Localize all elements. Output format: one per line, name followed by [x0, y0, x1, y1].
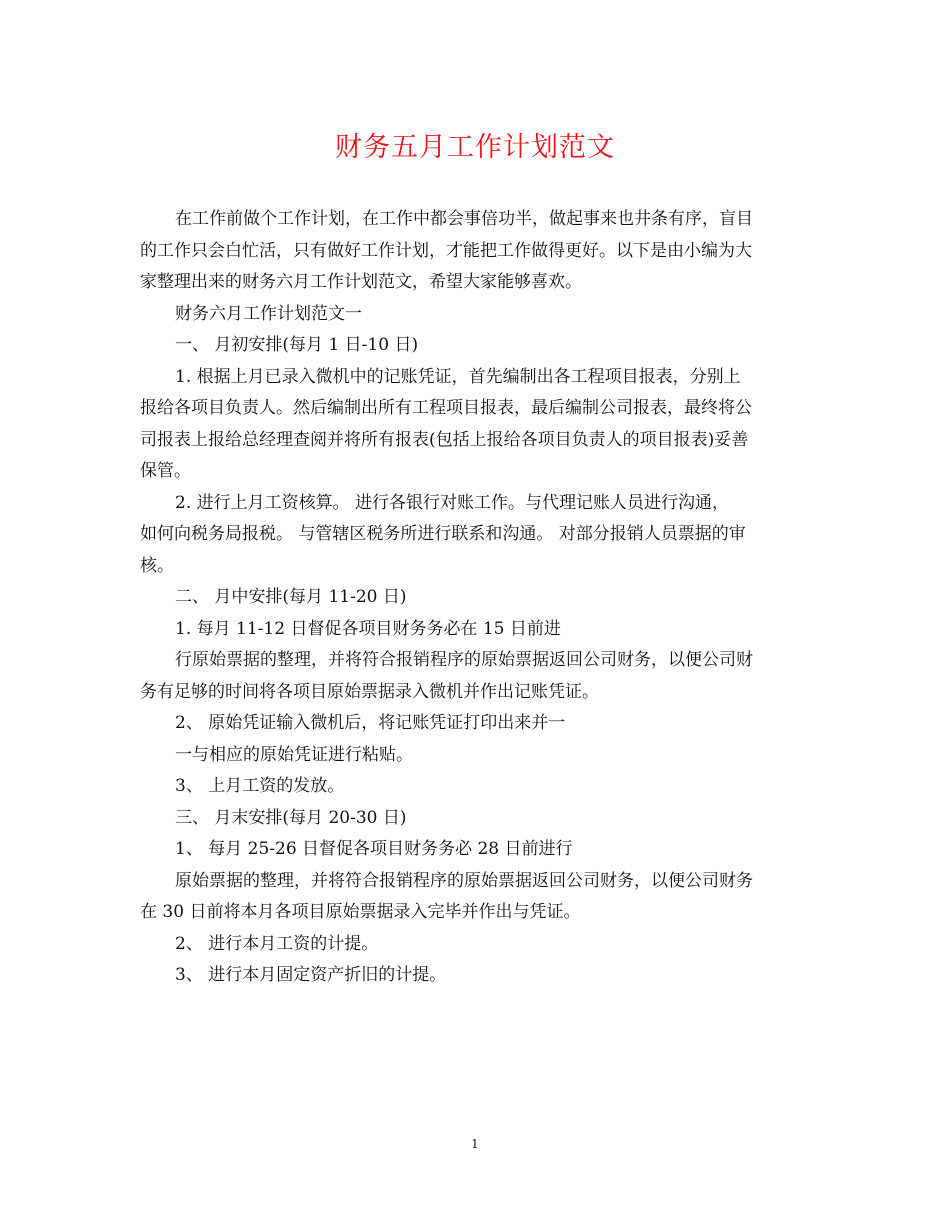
- paragraph-line: 原始票据的整理，并将符合报销程序的原始票据返回公司财务，以便公司财务: [175, 870, 753, 891]
- paragraph: [140, 488, 812, 583]
- paragraph-line: 3、 上月工资的发放。: [175, 776, 345, 796]
- paragraph: [140, 929, 812, 961]
- paragraph-line: 3、 进行本月固定资产折旧的计提。: [175, 965, 447, 985]
- paragraph: [140, 771, 812, 803]
- paragraph-line: 保管。: [140, 461, 191, 481]
- paragraph: [140, 834, 812, 866]
- paragraph-line: 2、 进行本月工资的计提。: [175, 933, 379, 954]
- paragraph-line: 二、 月中安排(每月 11-20 日): [175, 587, 407, 607]
- paragraph: [140, 299, 812, 331]
- paragraph: [140, 362, 812, 488]
- paragraph: [140, 582, 812, 614]
- paragraph-line: 行原始票据的整理，并将符合报销程序的原始票据返回公司财务，以便公司财: [175, 650, 753, 670]
- paragraph-line: 2、 原始凭证输入微机后，将记账凭证打印出来并一: [175, 713, 566, 733]
- paragraph-line: 如何向税务局报税。 与管辖区税务所进行联系和沟通。 对部分报销人员票据的审: [140, 524, 746, 544]
- paragraph: [140, 803, 812, 835]
- paragraph: [140, 740, 812, 772]
- paragraph: [140, 204, 812, 299]
- paragraph-line: 的工作只会白忙活，只有做好工作计划，才能把工作做得更好。以下是由小编为大: [140, 240, 752, 261]
- paragraph-line: 三、 月末安排(每月 20-30 日): [175, 807, 407, 828]
- paragraph: [140, 614, 812, 646]
- paragraph-line: 家整理出来的财务六月工作计划范文，希望大家能够喜欢。: [140, 272, 582, 292]
- paragraph-line: 报给各项目负责人。然后编制出所有工程项目报表，最后编制公司报表，最终将公: [140, 398, 752, 418]
- paragraph-line: 司报表上报给总经理查阅并将所有报表(包括上报给各项目负责人的项目报表)妥善: [140, 429, 749, 450]
- paragraph-line: 1、 每月 25-26 日督促各项目财务务必 28 日前进行: [175, 839, 573, 859]
- paragraph-line: 一、 月初安排(每月 1 日-10 日): [175, 335, 419, 355]
- document-body: [140, 204, 812, 992]
- paragraph-line: 在工作前做个工作计划，在工作中都会事倍功半，做起事来也井条有序，盲目: [175, 209, 753, 229]
- paragraph-line: 财务六月工作计划范文一: [175, 303, 362, 324]
- paragraph-line: 务有足够的时间将各项目原始票据录入微机并作出记账凭证。: [140, 681, 599, 702]
- paragraph: [140, 645, 812, 708]
- paragraph-line: 在 30 日前将本月各项目原始票据录入完毕并作出与凭证。: [140, 902, 581, 922]
- paragraph-line: 核。: [140, 555, 174, 576]
- paragraph: [140, 866, 812, 929]
- paragraph-line: 一与相应的原始凭证进行粘贴。: [175, 744, 413, 765]
- paragraph: [140, 330, 812, 362]
- page-number: 1: [471, 1137, 479, 1151]
- paragraph-line: 2. 进行上月工资核算。 进行各银行对账工作。与代理记账人员进行沟通，: [175, 492, 730, 513]
- document-title: 财务五月工作计划范文: [335, 132, 615, 163]
- paragraph: [140, 960, 812, 992]
- paragraph-line: 1. 每月 11-12 日督促各项目财务务必在 15 日前进: [175, 618, 561, 639]
- paragraph-line: 1. 根据上月已录入微机中的记账凭证，首先编制出各工程项目报表，分别上: [175, 366, 741, 387]
- paragraph: [140, 708, 812, 740]
